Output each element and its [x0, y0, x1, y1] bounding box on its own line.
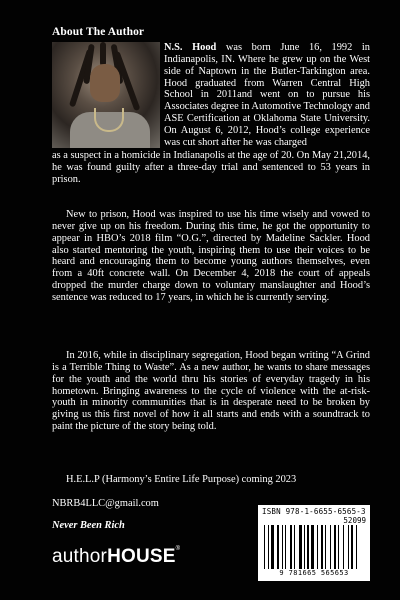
barcode-bar [294, 525, 295, 569]
barcode-bar [271, 525, 274, 569]
bio-paragraph-2: New to prison, Hood was inspired to use his time wisely and vowed to never give up on his freedom. During this time, he got the opportunity to appear in HBO’s 2018 film “O.G.”, directed by Madeline Sackler. Hood also started mentoring the youth, inspiring them to use their voices to be heard and encouraging them to become young authors themselves, even from a 40ft concrete wall. On December 4, 2018 the court of appeals dropped the murder charge down to voluntary manslaughter and Hood’s sentence was reduced to 17 years, in which he is currently serving. [52, 209, 370, 303]
logo-part1: author [52, 546, 108, 567]
barcode-bar [343, 525, 344, 569]
barcode-bar [325, 525, 326, 569]
barcode-bar [348, 525, 349, 569]
bio-p1-text-top: was born June 16, 1992 in Indianapolis, IN. Where he grew up on the West side of Naptown in the Butler-Tarkington area. Hood graduated from Warren Central High School in 2011and went on to pursue his Associates degree in Automotive Technology and ASE Certification at Oklahoma State University. On August 6, 2012, Hood’s college experience was cut short after he was charged [164, 42, 370, 148]
barcode-bar [299, 525, 302, 569]
trademark-symbol: ® [175, 546, 181, 552]
barcode-digits: 9 781665 565653 [279, 569, 349, 577]
bio-paragraph-1-bottom: as a suspect in a homicide in Indianapolis at the age of 20. On May 21,2014, he was found guilty after a three-day trial and sentenced to 53 years in prison. [52, 150, 370, 185]
price-code: 52099 [343, 516, 366, 525]
barcode-bar [311, 525, 314, 569]
bio-paragraph-3: In 2016, while in disciplinary segregation, Hood began writing “A Grind is a Terrible Thing to Waste”. As a new author, he wants to share messages for the youth and the world thru his stories of everyday tragedy in his hometown. Bringing awareness to the cycle of violence with the at-risk-youth in minority communities that is in desperate need to be broken by giving us this first novel of how it all starts and ends with a soundtrack to paint the picture of the story being told. [52, 350, 370, 433]
barcode-bar [338, 525, 339, 569]
isbn-barcode [258, 505, 370, 581]
barcode-bar [285, 525, 286, 569]
barcode-bar [304, 525, 305, 569]
about-heading: About The Author [52, 26, 145, 38]
barcode-bar [290, 525, 292, 569]
barcode-bar [351, 525, 353, 569]
contact-email: NBRB4LLC@gmail.com [52, 498, 159, 509]
barcode-bar [307, 525, 309, 569]
author-photo [52, 42, 160, 148]
barcode-bar [317, 525, 318, 569]
barcode-bar [282, 525, 283, 569]
tagline: Never Been Rich [52, 520, 125, 531]
help-announcement: H.E.L.P (Harmony’s Entire Life Purpose) coming 2023 [66, 474, 297, 485]
barcode-bar [321, 525, 323, 569]
logo-part2: HOUSE [107, 546, 176, 567]
barcode-bar [330, 525, 331, 569]
author-name: N.S. Hood [164, 42, 217, 53]
barcode-bars [264, 525, 364, 569]
barcode-bar [264, 525, 265, 569]
barcode-bar [334, 525, 336, 569]
barcode-bar [268, 525, 269, 569]
bio-paragraph-1-top [164, 42, 370, 149]
isbn-number: ISBN 978-1-6655-6565-3 [262, 507, 366, 516]
publisher-logo [52, 546, 180, 568]
barcode-bar [356, 525, 357, 569]
barcode-bar [277, 525, 279, 569]
